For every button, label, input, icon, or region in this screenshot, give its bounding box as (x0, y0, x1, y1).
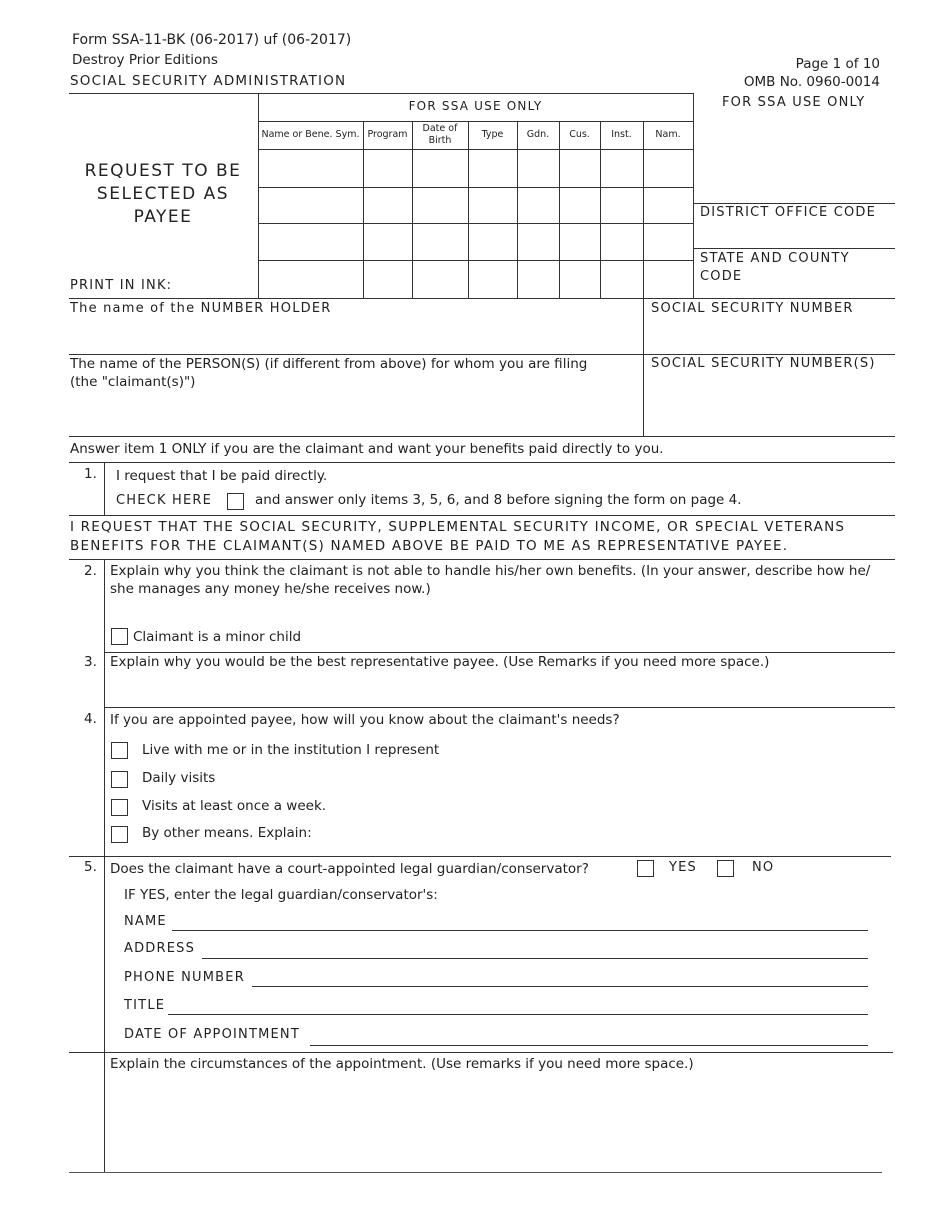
col-header-name: Name or Bene. Sym. (261, 129, 360, 140)
weekly-visits-checkbox[interactable] (111, 799, 128, 816)
request-statement-1: I REQUEST THAT THE SOCIAL SECURITY, SUPPLEMENTAL SECURITY INCOME, OR SPECIAL VETERANS (70, 519, 846, 535)
guardian-phone-label: PHONE NUMBER (124, 970, 245, 985)
omb-number: OMB No. 0960-0014 (743, 74, 880, 90)
no-label: NO (752, 860, 775, 875)
item1-number: 1. (84, 466, 97, 482)
yes-label: YES (669, 860, 698, 875)
check-here-label: CHECK HERE (116, 493, 213, 508)
request-statement-2: BENEFITS FOR THE CLAIMANT(S) NAMED ABOVE BE PAID TO ME AS REPRESENTATIVE PAYEE. (70, 538, 789, 554)
claimant-name-label: The name of the PERSON(S) (if different from above) for whom you are filing (70, 356, 588, 372)
minor-child-checkbox[interactable] (111, 628, 128, 645)
guardian-yes-checkbox[interactable] (637, 860, 654, 877)
check-instruction: and answer only items 3, 5, 6, and 8 before signing the form on page 4. (255, 492, 742, 508)
ssns-label: SOCIAL SECURITY NUMBER(S) (651, 356, 876, 371)
form-title-line: SELECTED AS (96, 184, 230, 204)
guardian-address-label: ADDRESS (124, 941, 196, 956)
form-title (72, 160, 254, 229)
live-with-label: Live with me or in the institution I represent (142, 742, 440, 758)
other-means-checkbox[interactable] (111, 826, 128, 843)
guardian-address-line[interactable] (202, 958, 868, 959)
daily-visits-checkbox[interactable] (111, 771, 128, 788)
form-title-line: PAYEE (133, 207, 193, 227)
print-in-ink-label: PRINT IN INK: (70, 278, 173, 293)
if-yes-instruction: IF YES, enter the legal guardian/conservator's: (124, 887, 438, 903)
paid-directly-checkbox[interactable] (227, 493, 244, 510)
district-office-code-label: DISTRICT OFFICE CODE (700, 205, 877, 220)
state-county-code-label: STATE AND COUNTY CODE (700, 251, 850, 284)
other-means-label: By other means. Explain: (142, 825, 312, 841)
appointment-date-label: DATE OF APPOINTMENT (124, 1027, 300, 1042)
live-with-checkbox[interactable] (111, 742, 128, 759)
claimant-name-label-2: (the "claimant(s)") (70, 374, 196, 390)
col-header-program: Program (367, 129, 408, 140)
answer-item1-note: Answer item 1 ONLY if you are the claimant and want your benefits paid directly to you. (70, 441, 664, 457)
col-header-dob: Date of Birth (422, 123, 458, 146)
page-number: Page 1 of 10 (795, 56, 880, 72)
right-ssa-use-label: FOR SSA USE ONLY (722, 95, 866, 110)
appointment-date-line[interactable] (310, 1045, 868, 1046)
col-header-nam: Nam. (655, 129, 681, 140)
item4-text: If you are appointed payee, how will you know about the claimant's needs? (110, 712, 620, 728)
guardian-phone-line[interactable] (252, 986, 868, 987)
item2-text-1: Explain why you think the claimant is not able to handle his/her own benefits. (In your answer, describe how he/ (110, 563, 871, 579)
item1-text: I request that I be paid directly. (116, 468, 328, 484)
ssn-label: SOCIAL SECURITY NUMBER (651, 301, 854, 316)
item4-number: 4. (84, 711, 97, 727)
guardian-name-label: NAME (124, 914, 167, 929)
col-header-type: Type (481, 129, 504, 140)
form-id: Form SSA-11-BK (06-2017) uf (06-2017) (72, 32, 352, 48)
item5-text: Does the claimant have a court-appointed legal guardian/conservator? (110, 861, 589, 877)
minor-child-label: Claimant is a minor child (133, 629, 302, 645)
col-header-inst: Inst. (611, 129, 632, 140)
appointment-explain-text: Explain the circumstances of the appointment. (Use remarks if you need more space.) (110, 1056, 694, 1072)
guardian-title-label: TITLE (124, 998, 166, 1013)
col-header-cus: Cus. (569, 129, 590, 140)
col-header-gdn: Gdn. (526, 129, 550, 140)
item5-number: 5. (84, 859, 97, 875)
guardian-no-checkbox[interactable] (717, 860, 734, 877)
item3-text: Explain why you would be the best representative payee. (Use Remarks if you need more space.) (110, 654, 770, 670)
item3-number: 3. (84, 654, 97, 670)
daily-visits-label: Daily visits (142, 770, 216, 786)
number-holder-label: The name of the NUMBER HOLDER (70, 301, 332, 316)
item2-text-2: she manages any money he/she receives now.) (110, 581, 431, 597)
form-title-line: REQUEST TO BE (84, 161, 242, 181)
guardian-name-line[interactable] (172, 930, 868, 931)
destroy-note: Destroy Prior Editions (72, 52, 218, 68)
guardian-title-line[interactable] (168, 1014, 868, 1015)
agency-name: SOCIAL SECURITY ADMINISTRATION (70, 73, 347, 89)
weekly-visits-label: Visits at least once a week. (142, 798, 327, 814)
item2-number: 2. (84, 563, 97, 579)
ssa-use-label: FOR SSA USE ONLY (408, 99, 543, 113)
